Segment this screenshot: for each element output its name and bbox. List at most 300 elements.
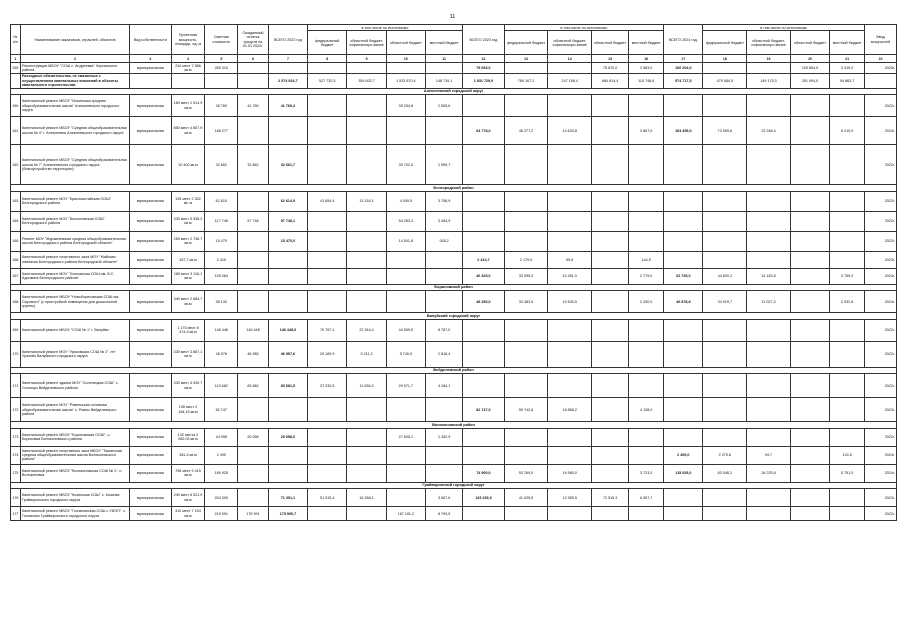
value-cell <box>790 341 829 367</box>
remaining-cell <box>238 464 269 482</box>
row-number: 165 <box>11 231 21 251</box>
value-cell: 9 211,3 <box>347 341 386 367</box>
col-number: 8 <box>308 55 347 63</box>
value-cell: 33 483,5 <box>504 291 548 313</box>
value-cell <box>830 231 865 251</box>
table-row <box>11 398 897 422</box>
value-cell <box>347 446 386 464</box>
value-cell <box>592 291 629 313</box>
object-name: Капитальный ремонт МОУ "Хохловская СОШ им. В.С. Адонкина Белгородского района" <box>20 268 129 284</box>
commission-year-cell: 2022г. <box>865 211 897 231</box>
value-cell <box>747 319 791 341</box>
cost-cell: 82 747 <box>205 398 238 422</box>
value-cell: 72 515,3 <box>592 489 629 507</box>
value-cell <box>790 231 829 251</box>
commission-year-cell: 2024г. <box>865 268 897 284</box>
value-cell <box>830 319 865 341</box>
value-cell <box>548 341 592 367</box>
value-cell <box>592 319 629 341</box>
value-cell <box>592 251 629 268</box>
table-row <box>11 117 897 145</box>
object-name: Капитальный ремонт МБОУ "Средняя общеобразовательная школа № 7" Алексеевского городского округа (благоустройство территории) <box>20 145 129 185</box>
col-number: 4 <box>171 55 205 63</box>
value-cell <box>790 398 829 422</box>
remaining-cell: 41 760 <box>238 95 269 117</box>
value-cell <box>747 211 791 231</box>
value-cell <box>790 117 829 145</box>
value-cell <box>629 231 664 251</box>
row-number <box>11 73 21 88</box>
value-cell <box>703 63 747 74</box>
value-cell: 2 505,6 <box>426 95 463 117</box>
value-cell: 11 836,3 <box>347 374 386 398</box>
value-cell: 2 414,7 <box>463 251 505 268</box>
value-cell: 51 515,4 <box>308 489 347 507</box>
ownership-cell: муниципальная <box>130 95 172 117</box>
value-cell: 83 681,5 <box>268 374 307 398</box>
value-cell: 30 702,0 <box>386 145 425 185</box>
commission-year-cell: 2022г. <box>865 231 897 251</box>
col-number: 7 <box>268 55 307 63</box>
value-cell <box>548 95 592 117</box>
value-cell <box>664 191 703 211</box>
value-cell <box>830 489 865 507</box>
value-cell: 54 283,4 <box>386 211 425 231</box>
header-sources-2023: в том числе по источникам: <box>504 25 663 31</box>
remaining-cell <box>238 291 269 313</box>
value-cell <box>426 464 463 482</box>
value-cell <box>548 145 592 185</box>
cost-cell <box>205 73 238 88</box>
table-body <box>11 63 897 521</box>
value-cell <box>703 145 747 185</box>
col-number: 3 <box>130 55 172 63</box>
value-cell: 10 451,0 <box>548 268 592 284</box>
value-cell <box>830 211 865 231</box>
ownership-cell <box>130 73 172 88</box>
value-cell <box>504 63 548 74</box>
value-cell <box>308 63 347 74</box>
value-cell: 5 751,0 <box>830 464 865 482</box>
value-cell <box>703 251 747 268</box>
ownership-cell: муниципальная <box>130 211 172 231</box>
value-cell <box>386 489 425 507</box>
value-cell: 62 739,0 <box>664 268 703 284</box>
remaining-cell: 57 748 <box>238 211 269 231</box>
value-cell <box>308 211 347 231</box>
value-cell <box>629 191 664 211</box>
value-cell <box>830 95 865 117</box>
value-cell: 3 983,0 <box>629 63 664 74</box>
value-cell <box>592 464 629 482</box>
row-number: 173 <box>11 428 21 446</box>
capacity-cell: 106 мест 2 164,19 кв.м <box>171 398 205 422</box>
value-cell <box>703 95 747 117</box>
value-cell: 71 351,1 <box>268 489 307 507</box>
col-number: 5 <box>205 55 238 63</box>
header-regional: областной бюджет <box>790 31 829 55</box>
value-cell: 16 268,1 <box>347 489 386 507</box>
value-cell: 83 048,2 <box>703 464 747 482</box>
investment-table <box>10 24 897 521</box>
value-cell <box>347 251 386 268</box>
value-cell <box>664 489 703 507</box>
commission-year-cell: 2022г. <box>865 428 897 446</box>
commission-year-cell: 2023г. <box>865 398 897 422</box>
value-cell <box>664 95 703 117</box>
table-row <box>11 291 897 313</box>
capacity-cell: 340 мест 2 684,7 кв.м <box>171 291 205 313</box>
table-row <box>11 191 897 211</box>
remaining-cell: 146 448 <box>238 319 269 341</box>
value-cell <box>308 464 347 482</box>
value-cell <box>664 145 703 185</box>
object-name: Капитальный ремонт МБОУ "Волоконовская СОШ № 1", п. Волоконовка <box>20 464 129 482</box>
object-name: Капитальный ремонт МОУ "Ровеньская основная общеобразовательная школа" с. Ровны Вейделевского района <box>20 398 129 422</box>
value-cell: 167 191,2 <box>386 507 425 521</box>
value-cell <box>830 374 865 398</box>
ownership-cell: муниципальная <box>130 117 172 145</box>
value-cell: 1 831 729,0 <box>463 73 505 88</box>
col-number: 13 <box>504 55 548 63</box>
value-cell <box>548 231 592 251</box>
value-cell <box>592 268 629 284</box>
value-cell <box>830 398 865 422</box>
col-number: 9 <box>347 55 386 63</box>
cost-cell: 46 978 <box>205 341 238 367</box>
value-cell: 57 748,1 <box>268 211 307 231</box>
value-cell <box>592 428 629 446</box>
value-cell <box>747 191 791 211</box>
value-cell <box>664 341 703 367</box>
remaining-cell: 46 983 <box>238 341 269 367</box>
value-cell <box>830 341 865 367</box>
value-cell <box>592 117 629 145</box>
value-cell: 14 541,8 <box>386 231 425 251</box>
value-cell <box>548 428 592 446</box>
value-cell <box>629 446 664 464</box>
value-cell <box>463 446 505 464</box>
object-name: Капитальный ремонт МОУ "Бессоновская СОШ" Белгородского района <box>20 211 129 231</box>
value-cell: 928,2 <box>426 231 463 251</box>
value-cell <box>308 117 347 145</box>
value-cell: 3 567,6 <box>426 489 463 507</box>
value-cell: 53 769,0 <box>504 464 548 482</box>
value-cell: 247 198,4 <box>548 73 592 88</box>
header-regional-co: областной бюджет, софинансиро-вание <box>347 31 386 55</box>
value-cell <box>592 145 629 185</box>
col-number: 6 <box>238 55 269 63</box>
value-cell <box>386 446 425 464</box>
value-cell: 146 448,0 <box>268 319 307 341</box>
object-name: Ремонт МОУ "Журавлевская средняя общеобразовательная школа Белгородского района Белгородской области" <box>20 231 129 251</box>
row-number: 168 <box>11 291 21 313</box>
value-cell <box>747 95 791 117</box>
value-cell: 2 270,8 <box>703 446 747 464</box>
value-cell: 4 138,0 <box>629 398 664 422</box>
value-cell: 5 310,0 <box>830 63 865 74</box>
value-cell <box>790 251 829 268</box>
ownership-cell: муниципальная <box>130 489 172 507</box>
value-cell: 133 153,9 <box>463 489 505 507</box>
header-sources-2022: в том числе по источникам: <box>308 25 463 31</box>
value-cell <box>548 446 592 464</box>
row-number: 170 <box>11 341 21 367</box>
value-cell <box>504 428 548 446</box>
ownership-cell: муниципальная <box>130 507 172 521</box>
value-cell: 149 175,3 <box>747 73 791 88</box>
commission-year-cell <box>865 73 897 88</box>
value-cell <box>347 117 386 145</box>
value-cell <box>386 63 425 74</box>
value-cell <box>268 117 307 145</box>
header-commission: Ввод мощностей <box>865 25 897 55</box>
commission-year-cell: 2022г. <box>865 191 897 211</box>
remaining-cell <box>238 117 269 145</box>
value-cell: 59 742,8 <box>504 398 548 422</box>
ownership-cell: муниципальная <box>130 145 172 185</box>
value-cell <box>747 145 791 185</box>
value-cell: 14 633,8 <box>548 117 592 145</box>
ownership-cell: муниципальная <box>130 341 172 367</box>
value-cell <box>308 95 347 117</box>
table-row <box>11 341 897 367</box>
value-cell: 44 559,5 <box>386 319 425 341</box>
value-cell: 75 670,0 <box>592 63 629 74</box>
header-capacity: Проектная мощность, площадь, ед. м <box>171 25 205 55</box>
header-regional: областной бюджет <box>592 31 629 55</box>
remaining-cell <box>238 191 269 211</box>
value-cell <box>504 191 548 211</box>
object-name: Капитальный ремонт МБОУ "Ильинская средняя общеобразовательная школа" Алексеевского городского округа <box>20 95 129 117</box>
ownership-cell: муниципальная <box>130 319 172 341</box>
capacity-cell: 850 мест 4 807,9 кв.м <box>171 117 205 145</box>
value-cell: 2 779,0 <box>629 268 664 284</box>
value-cell <box>308 291 347 313</box>
remaining-cell: 29 058 <box>238 428 269 446</box>
commission-year-cell: 2022г. <box>865 95 897 117</box>
header-total-2022: ВСЕГО 2022 год <box>268 25 307 55</box>
value-cell: 46 878,8 <box>664 291 703 313</box>
value-cell: 29 058,0 <box>268 428 307 446</box>
table-row <box>11 507 897 521</box>
col-number: 11 <box>426 55 463 63</box>
value-cell: 148 719,1 <box>426 73 463 88</box>
value-cell <box>463 507 505 521</box>
object-name: Расходные обязательства, не связанные с осуществлением капитальных вложений в объекты капитального строительства <box>20 73 129 88</box>
value-cell <box>548 507 592 521</box>
capacity-cell <box>171 73 205 88</box>
header-federal: федеральный бюджет <box>504 31 548 55</box>
col-number: 12 <box>463 55 505 63</box>
ownership-cell: муниципальная <box>130 374 172 398</box>
value-cell <box>268 446 307 464</box>
header-federal: федеральный бюджет <box>703 31 747 55</box>
value-cell: 3 464,9 <box>426 211 463 231</box>
value-cell <box>790 428 829 446</box>
value-cell <box>504 319 548 341</box>
value-cell <box>463 191 505 211</box>
value-cell: 14 153,8 <box>747 268 791 284</box>
remaining-cell <box>238 446 269 464</box>
value-cell: 73 959,6 <box>703 117 747 145</box>
value-cell <box>747 374 791 398</box>
row-number: 169 <box>11 319 21 341</box>
col-number: 18 <box>703 55 747 63</box>
value-cell <box>703 398 747 422</box>
row-number: 159 <box>11 63 21 74</box>
ownership-cell: муниципальная <box>130 63 172 74</box>
row-number: 167 <box>11 268 21 284</box>
object-name: Капитальный ремонт спортивного зала МОУ "Майская гимназия Белгородского района Белгородской области" <box>20 251 129 268</box>
value-cell <box>386 117 425 145</box>
value-cell: 12 955,5 <box>548 489 592 507</box>
value-cell <box>747 341 791 367</box>
col-number: 20 <box>790 55 829 63</box>
col-number: 10 <box>386 55 425 63</box>
value-cell: 3 867,0 <box>629 117 664 145</box>
value-cell: 29 971,7 <box>386 374 425 398</box>
col-number: 19 <box>747 55 791 63</box>
capacity-cell: 240 мест 6 321,9 кв.м <box>171 489 205 507</box>
object-name: Капитальный ремонт МОУ "Уразовская СОШ № 2", пгт Уразово Валуйского городского округа <box>20 341 129 367</box>
header-regional-co: областной бюджет, софинансиро-вание <box>548 31 592 55</box>
value-cell: 789 167,2 <box>504 73 548 88</box>
value-cell <box>426 63 463 74</box>
value-cell <box>592 341 629 367</box>
row-number: 166 <box>11 251 21 268</box>
value-cell <box>347 464 386 482</box>
remaining-cell <box>238 268 269 284</box>
object-name: Капитальный ремонт МБОУ "Козинская СОШ" с. Козинка Грайворонского городского округа <box>20 489 129 507</box>
capacity-cell: 180 мест 1 514,9 кв.м <box>171 95 205 117</box>
ownership-cell: муниципальная <box>130 268 172 284</box>
value-cell <box>790 145 829 185</box>
value-cell: 5 740,9 <box>386 341 425 367</box>
table-row <box>11 446 897 464</box>
value-cell <box>347 507 386 521</box>
value-cell <box>703 231 747 251</box>
cost-cell: 215 991 <box>205 507 238 521</box>
commission-year-cell: 2024г. <box>865 291 897 313</box>
cost-cell: 146 448 <box>205 319 238 341</box>
ownership-cell: муниципальная <box>130 446 172 464</box>
row-number: 161 <box>11 117 21 145</box>
value-cell <box>308 145 347 185</box>
value-cell <box>548 63 592 74</box>
value-cell <box>504 507 548 521</box>
capacity-cell: 798 мест 9 415 кв.м <box>171 464 205 482</box>
commission-year-cell: 2025г. <box>865 63 897 74</box>
capacity-cell: 210 мест 7 586 кв.м <box>171 63 205 74</box>
value-cell: 26 225,8 <box>747 464 791 482</box>
value-cell <box>426 268 463 284</box>
value-cell: 2 816,4 <box>426 341 463 367</box>
value-cell <box>703 191 747 211</box>
col-number: 16 <box>629 55 664 63</box>
value-cell <box>347 398 386 422</box>
value-cell <box>426 446 463 464</box>
cost-cell: 15 470 <box>205 231 238 251</box>
column-numbers-row <box>11 55 897 63</box>
value-cell <box>664 251 703 268</box>
value-cell: 62 614,9 <box>268 191 307 211</box>
value-cell <box>347 63 386 74</box>
capacity-cell: 10 400 кв.м <box>171 145 205 185</box>
value-cell: 46 997,6 <box>268 341 307 367</box>
value-cell <box>703 374 747 398</box>
value-cell <box>664 211 703 231</box>
section-title: Волоконовский район <box>11 422 897 428</box>
object-name: Капитальный ремонт МБОУ "Средняя общеобразовательная школа № 4" г. Алексеевка Алексеевского городского округа <box>20 117 129 145</box>
value-cell: 18 866,2 <box>548 398 592 422</box>
value-cell <box>463 374 505 398</box>
value-cell: 54 863,7 <box>830 73 865 88</box>
value-cell <box>703 507 747 521</box>
col-number: 17 <box>664 55 703 63</box>
value-cell: 46 277,2 <box>504 117 548 145</box>
value-cell: 37 030,5 <box>308 374 347 398</box>
row-number: 172 <box>11 398 21 422</box>
value-cell <box>790 507 829 521</box>
value-cell <box>629 507 664 521</box>
value-cell <box>504 341 548 367</box>
value-cell <box>664 428 703 446</box>
value-cell <box>548 319 592 341</box>
header-sources-2024: в том числе по источникам: <box>703 25 865 31</box>
value-cell <box>629 341 664 367</box>
object-name: Капитальный ремонт МБОУ "Головчинская СОШ с УИОП", с. Головчино Грайворонского городского округа <box>20 507 129 521</box>
value-cell <box>629 211 664 231</box>
capacity-cell: 357,7 кв.м <box>171 251 205 268</box>
value-cell <box>386 398 425 422</box>
value-cell <box>463 428 505 446</box>
table-row <box>11 464 897 482</box>
value-cell <box>308 268 347 284</box>
value-cell <box>548 191 592 211</box>
ownership-cell: муниципальная <box>130 428 172 446</box>
value-cell: 82 747,0 <box>463 398 505 422</box>
value-cell <box>504 231 548 251</box>
value-cell <box>747 398 791 422</box>
value-cell <box>629 145 664 185</box>
ownership-cell: муниципальная <box>130 398 172 422</box>
value-cell <box>268 251 307 268</box>
value-cell: 41 760,4 <box>268 95 307 117</box>
value-cell: 3 756,9 <box>426 191 463 211</box>
value-cell <box>790 446 829 464</box>
ownership-cell: муниципальная <box>130 291 172 313</box>
cost-cell: 113 682 <box>205 374 238 398</box>
value-cell: 44 820,2 <box>703 268 747 284</box>
value-cell <box>747 489 791 507</box>
value-cell: 29 169,9 <box>308 341 347 367</box>
value-cell: 32 661,7 <box>268 145 307 185</box>
cost-cell: 45 760 <box>205 95 238 117</box>
value-cell: 110 748,6 <box>629 73 664 88</box>
section-title: Валуйский городской округ <box>11 313 897 319</box>
value-cell <box>664 319 703 341</box>
header-local: местный бюджет <box>629 31 664 55</box>
value-cell: 48 250,0 <box>463 291 505 313</box>
cost-cell: 2 415 <box>205 251 238 268</box>
remaining-cell <box>238 73 269 88</box>
value-cell <box>703 428 747 446</box>
value-cell <box>592 191 629 211</box>
value-cell <box>308 231 347 251</box>
value-cell <box>629 428 664 446</box>
value-cell: 34 919,7 <box>703 291 747 313</box>
